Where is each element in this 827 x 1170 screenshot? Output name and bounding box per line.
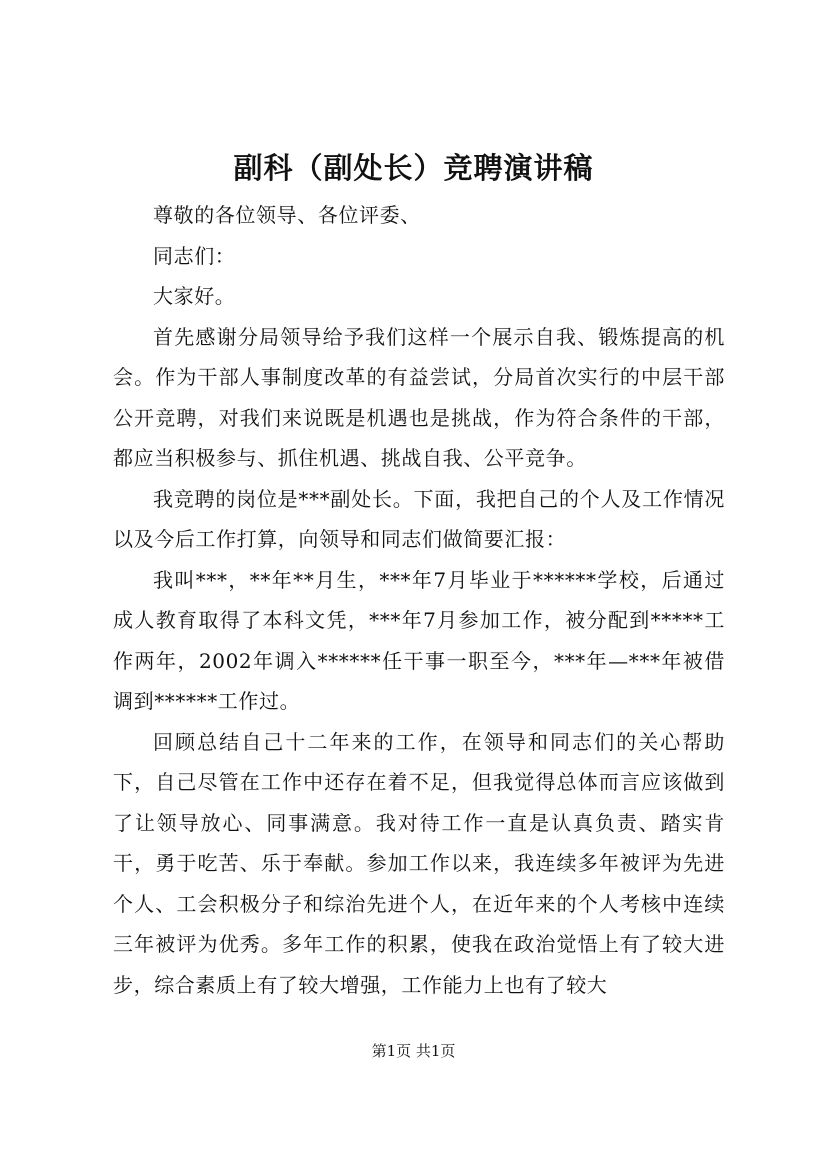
- salutation-line-1: 尊敬的各位领导、各位评委、: [153, 203, 421, 227]
- document-title: 副科（副处长）竞聘演讲稿: [233, 151, 594, 185]
- paragraph-review: 回顾总结自己十二年来的工作，在领导和同志们的关心帮助下，自己尽管在工作中还存在着不足，但我觉得总体而言应该做到了让领导放心、同事满意。我对待工作一直是认真负责、踏实肯干，勇于吃苦、乐于奉献。参加工作以来，我连续多年被评为先进个人、工会积极分子和综治先进个人，在近年来的个人考核中连续三年被评为优秀。多年工作的积累，使我在政治觉悟上有了较大进步，综合素质上有了较大增强，工作能力上也有了较大: [113, 729, 725, 997]
- salutation-line-2: 同志们：: [153, 243, 236, 268]
- paragraph-background: 我叫***，**年**月生，***年7月毕业于******学校，后通过成人教育取得了本科文凭，***年7月参加工作，被分配到*****工作两年，2002年调入******任干事一职至今，***年—***年被借调到******工作过。: [113, 567, 725, 713]
- greeting: 大家好。: [153, 284, 236, 308]
- paragraph-position: 我竞聘的岗位是***副处长。下面，我把自己的个人及工作情况以及今后工作打算，向领导和同志们做简要汇报：: [113, 486, 725, 551]
- document-body: [113, 195, 725, 1005]
- page-number-footer: 第1页 共1页: [371, 1042, 456, 1060]
- paragraph-intro: 首先感谢分局领导给予我们这样一个展示自我、锻炼提高的机会。作为干部人事制度改革的有益尝试，分局首次实行的中层干部公开竞聘，对我们来说既是机遇也是挑战，作为符合条件的干部，都应当积极参与、抓住机遇、挑战自我、公平竞争。: [113, 324, 725, 470]
